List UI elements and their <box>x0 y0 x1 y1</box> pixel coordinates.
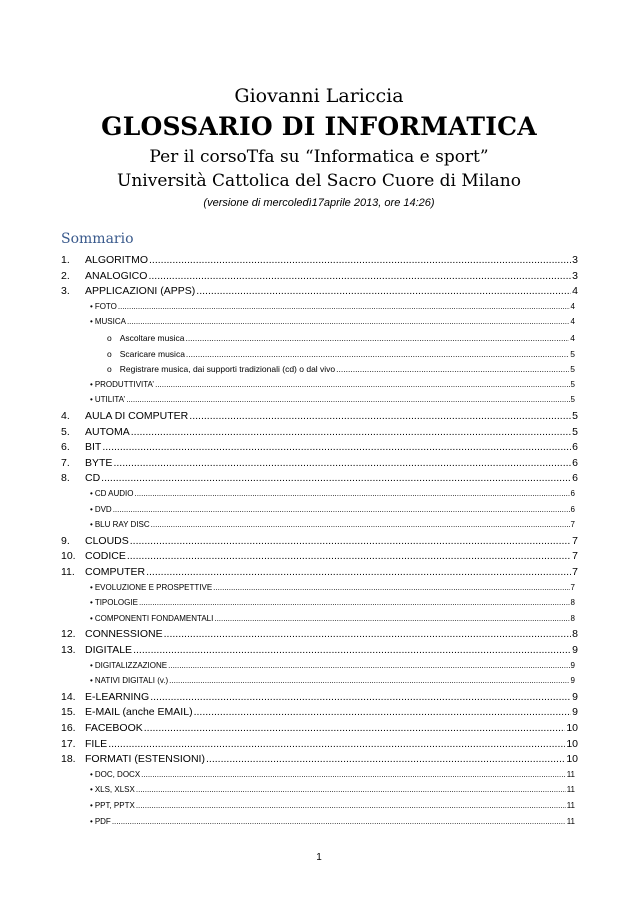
toc-entry-number: 5. <box>61 425 70 438</box>
toc-entry[interactable] <box>61 253 578 267</box>
toc-leader-dots <box>214 612 569 626</box>
toc-subentry[interactable] <box>90 768 575 782</box>
toc-entry-page: 5 <box>572 410 578 422</box>
toc-heading: Sommario <box>61 231 134 247</box>
toc-entry-page: 7 <box>572 566 578 578</box>
toc-entry[interactable] <box>61 752 578 766</box>
toc-leader-dots <box>133 643 571 657</box>
toc-leader-dots <box>130 534 571 548</box>
toc-entry-number: 3. <box>61 285 70 298</box>
toc-entry-page: 8 <box>570 598 575 608</box>
toc-leader-dots <box>108 737 565 751</box>
toc-entry-label: TIPOLOGIE <box>94 598 138 608</box>
bullet-icon: • <box>90 769 93 779</box>
toc-entry[interactable] <box>61 409 578 423</box>
toc-subentry[interactable] <box>90 783 575 797</box>
toc-entry-number: 14. <box>61 690 76 703</box>
toc-entry[interactable] <box>61 721 578 735</box>
toc-entry-label: Ascoltare musica <box>119 333 185 343</box>
toc-leader-dots <box>102 440 571 454</box>
toc-subentry[interactable] <box>90 799 575 813</box>
toc-entry-label: BLU RAY DISC <box>94 520 150 530</box>
toc-subentry[interactable] <box>90 487 575 501</box>
toc-entry-label: AUTOMA <box>85 425 130 438</box>
toc-entry-number: 9. <box>61 534 70 547</box>
toc-entry-label: Registrare musica, dai supporti tradizionali (cd) o dal vivo <box>119 364 336 375</box>
bullet-icon: • <box>90 613 93 623</box>
toc-entry-page: 9 <box>570 676 575 686</box>
toc-entry-label: MUSICA <box>94 317 126 327</box>
toc-subentry[interactable] <box>90 674 575 688</box>
toc-leader-dots <box>127 549 571 563</box>
toc-entry-number: 17. <box>61 737 76 750</box>
toc-leader-dots <box>118 300 570 314</box>
toc-leader-dots <box>101 471 571 485</box>
toc-entry-number: 10. <box>61 550 76 563</box>
circle-bullet-icon: o <box>107 364 112 375</box>
bullet-icon: • <box>90 801 93 810</box>
circle-bullet-icon: o <box>107 348 112 359</box>
bullet-icon: • <box>90 395 93 405</box>
toc-entry-label: EVOLUZIONE E PROSPETTIVE <box>94 582 213 592</box>
toc-entry-label: BIT <box>85 441 102 454</box>
toc-subentry[interactable] <box>90 378 575 392</box>
toc-subentry[interactable] <box>90 815 575 829</box>
toc-entry-label: CLOUDS <box>85 534 129 547</box>
course-subtitle: Per il corsoTfa su “Informatica e sport” <box>149 147 489 167</box>
toc-entry-page: 4 <box>572 285 578 298</box>
circle-bullet-icon: o <box>107 333 112 343</box>
toc-entry[interactable] <box>61 440 578 454</box>
bullet-icon: • <box>90 582 93 592</box>
toc-entry-number: 13. <box>61 644 76 656</box>
bullet-icon: • <box>90 676 93 686</box>
toc-entry-page: 4 <box>570 301 575 311</box>
toc-entry-label: XLS, XLSX <box>94 785 135 795</box>
toc-entry[interactable] <box>61 627 578 641</box>
toc-entry-page: 5 <box>570 395 575 405</box>
toc-entry-number: 8. <box>61 472 70 485</box>
toc-entry[interactable] <box>61 705 578 719</box>
toc-leader-dots <box>148 269 571 283</box>
toc-entry-page: 10 <box>566 737 578 750</box>
toc-entry-number: 15. <box>61 706 76 719</box>
toc-subentry[interactable] <box>90 612 575 626</box>
bullet-icon: • <box>90 520 93 530</box>
toc-leader-dots <box>168 659 569 673</box>
toc-entry-label: NATIVI DIGITALI (v.) <box>94 676 169 686</box>
toc-leader-dots <box>113 503 570 517</box>
toc-entry-page: 9 <box>572 690 578 703</box>
toc-entry-page: 8 <box>570 613 575 623</box>
toc-leader-dots <box>186 347 569 361</box>
toc-entry-page: 8 <box>572 628 578 641</box>
toc-leader-dots <box>206 752 565 766</box>
toc-subentry[interactable] <box>90 596 575 610</box>
toc-subentry[interactable] <box>90 503 575 517</box>
toc-entry-label: BYTE <box>85 456 113 469</box>
toc-entry-number: 18. <box>61 753 76 766</box>
toc-leader-dots <box>336 362 569 376</box>
toc-entry-page: 11 <box>566 816 575 826</box>
toc-entry-page: 11 <box>566 785 575 795</box>
toc-leader-dots <box>185 331 569 345</box>
toc-subentry[interactable] <box>90 659 575 673</box>
toc-entry-number: 12. <box>61 628 76 641</box>
version-note: (versione di mercoledì17aprile 2013, ore 14:26) <box>203 197 435 209</box>
toc-entry-page: 5 <box>572 425 578 438</box>
toc-entry-page: 5 <box>570 364 575 375</box>
bullet-icon: • <box>90 598 93 608</box>
toc-entry-label: CD <box>85 472 101 485</box>
toc-entry[interactable] <box>61 534 578 548</box>
toc-entry-number: 7. <box>61 456 70 469</box>
toc-entry[interactable] <box>61 456 578 470</box>
toc-entry-label: COMPUTER <box>85 566 146 578</box>
toc-entry-label: DIGITALIZZAZIONE <box>94 660 168 670</box>
toc-leader-dots <box>164 627 572 641</box>
toc-entry[interactable] <box>61 471 578 485</box>
toc-entry-page: 6 <box>570 504 575 514</box>
author-name: Giovanni Lariccia <box>234 85 404 107</box>
toc-entry-page: 3 <box>572 254 578 266</box>
toc-entry-page: 7 <box>570 520 575 530</box>
toc-entry-label: CODICE <box>85 550 126 563</box>
bullet-icon: • <box>90 489 93 498</box>
toc-entry-page: 7 <box>572 534 578 547</box>
toc-entry-number: 1. <box>61 254 70 266</box>
toc-entry-label: UTILITA’ <box>94 395 126 405</box>
toc-entry-page: 9 <box>570 660 575 670</box>
toc-entry-page: 10 <box>566 753 578 766</box>
toc-subsubentry[interactable] <box>107 347 575 361</box>
toc-leader-dots <box>155 378 569 392</box>
toc-entry[interactable] <box>61 643 578 657</box>
toc-entry-label: ANALOGICO <box>85 269 148 282</box>
toc-leader-dots <box>127 315 570 329</box>
bullet-icon: • <box>90 816 93 826</box>
toc-entry-label: PPT, PPTX <box>94 801 135 810</box>
toc-subentry[interactable] <box>90 393 575 407</box>
toc-entry-page: 6 <box>572 441 578 454</box>
toc-leader-dots <box>144 721 566 735</box>
toc-subentry[interactable] <box>90 300 575 314</box>
bullet-icon: • <box>90 379 93 389</box>
toc-entry-label: COMPONENTI FONDAMENTALI <box>94 613 214 623</box>
document-title: GLOSSARIO DI INFORMATICA <box>101 112 537 141</box>
toc-entry-label: Scaricare musica <box>119 348 185 359</box>
page-number: 1 <box>316 852 322 863</box>
toc-leader-dots <box>141 768 566 782</box>
toc-entry-label: FACEBOOK <box>85 722 143 734</box>
toc-leader-dots <box>146 565 571 579</box>
toc-entry-number: 6. <box>61 441 70 454</box>
toc-entry[interactable] <box>61 690 578 704</box>
toc-leader-dots <box>113 456 571 470</box>
toc-entry-page: 6 <box>572 472 578 485</box>
toc-entry-number: 11. <box>61 566 75 578</box>
toc-entry-label: PRODUTTIVITA’ <box>94 379 155 389</box>
toc-subentry[interactable] <box>90 315 575 329</box>
toc-entry[interactable] <box>61 269 578 283</box>
toc-leader-dots <box>131 425 571 439</box>
toc-subsubentry[interactable] <box>107 362 575 376</box>
toc-subentry[interactable] <box>90 581 575 595</box>
toc-entry-label: FOTO <box>94 301 117 311</box>
toc-entry-label: FILE <box>85 737 108 750</box>
toc-entry-label: CD AUDIO <box>94 489 134 498</box>
bullet-icon: • <box>90 504 93 514</box>
toc-leader-dots <box>139 596 570 610</box>
toc-leader-dots <box>151 518 570 532</box>
toc-entry-label: DOC, DOCX <box>94 769 141 779</box>
toc-leader-dots <box>150 690 571 704</box>
university-subtitle: Università Cattolica del Sacro Cuore di Milano <box>117 171 521 191</box>
bullet-icon: • <box>90 660 93 670</box>
toc-entry-page: 5 <box>570 348 575 359</box>
toc-subsubentry[interactable] <box>107 331 575 345</box>
toc-entry[interactable] <box>61 284 578 298</box>
toc-entry-page: 11 <box>566 801 575 810</box>
toc-entry-label: PDF <box>94 816 111 826</box>
toc-entry-number: 16. <box>61 722 76 734</box>
bullet-icon: • <box>90 301 93 311</box>
toc-leader-dots <box>112 815 566 829</box>
toc-leader-dots <box>134 487 569 501</box>
toc-entry-label: DIGITALE <box>85 644 133 656</box>
toc-entry-page: 4 <box>570 317 575 327</box>
toc-leader-dots <box>136 783 566 797</box>
toc-entry-page: 5 <box>570 379 575 389</box>
toc-leader-dots <box>136 799 566 813</box>
toc-entry-label: DVD <box>94 504 112 514</box>
toc-entry-page: 11 <box>566 769 575 779</box>
toc-entry[interactable] <box>61 737 578 751</box>
toc-entry-page: 9 <box>572 706 578 719</box>
toc-entry-label: APPLICAZIONI (APPS) <box>85 285 196 298</box>
toc-entry-page: 10 <box>566 722 578 734</box>
toc-entry-page: 7 <box>570 582 575 592</box>
toc-entry-label: AULA DI COMPUTER <box>85 410 189 422</box>
toc-entry-page: 4 <box>570 333 575 343</box>
toc-entry-page: 9 <box>572 644 578 656</box>
toc-entry-page: 6 <box>570 489 575 498</box>
toc-entry-label: FORMATI (ESTENSIONI) <box>85 753 205 766</box>
toc-leader-dots <box>213 581 569 595</box>
toc-entry-label: CONNESSIONE <box>85 628 163 641</box>
bullet-icon: • <box>90 317 93 327</box>
toc-leader-dots <box>196 284 571 298</box>
toc-entry-number: 2. <box>61 269 70 282</box>
toc-leader-dots <box>189 409 571 423</box>
toc-entry[interactable] <box>61 549 578 563</box>
toc-entry[interactable] <box>61 565 578 579</box>
toc-entry-page: 7 <box>572 550 578 563</box>
toc-leader-dots <box>149 253 571 267</box>
toc-leader-dots <box>194 705 572 719</box>
toc-leader-dots <box>126 393 569 407</box>
bullet-icon: • <box>90 785 93 795</box>
toc-subentry[interactable] <box>90 518 575 532</box>
toc-entry-page: 3 <box>572 269 578 282</box>
toc-entry-label: E-LEARNING <box>85 690 150 703</box>
toc-entry-label: ALGORITMO <box>85 254 149 266</box>
toc-entry-page: 6 <box>572 456 578 469</box>
toc-entry-number: 4. <box>61 410 70 422</box>
toc-entry[interactable] <box>61 425 578 439</box>
toc-leader-dots <box>169 674 569 688</box>
toc-entry-label: E-MAIL (anche EMAIL) <box>85 706 193 719</box>
